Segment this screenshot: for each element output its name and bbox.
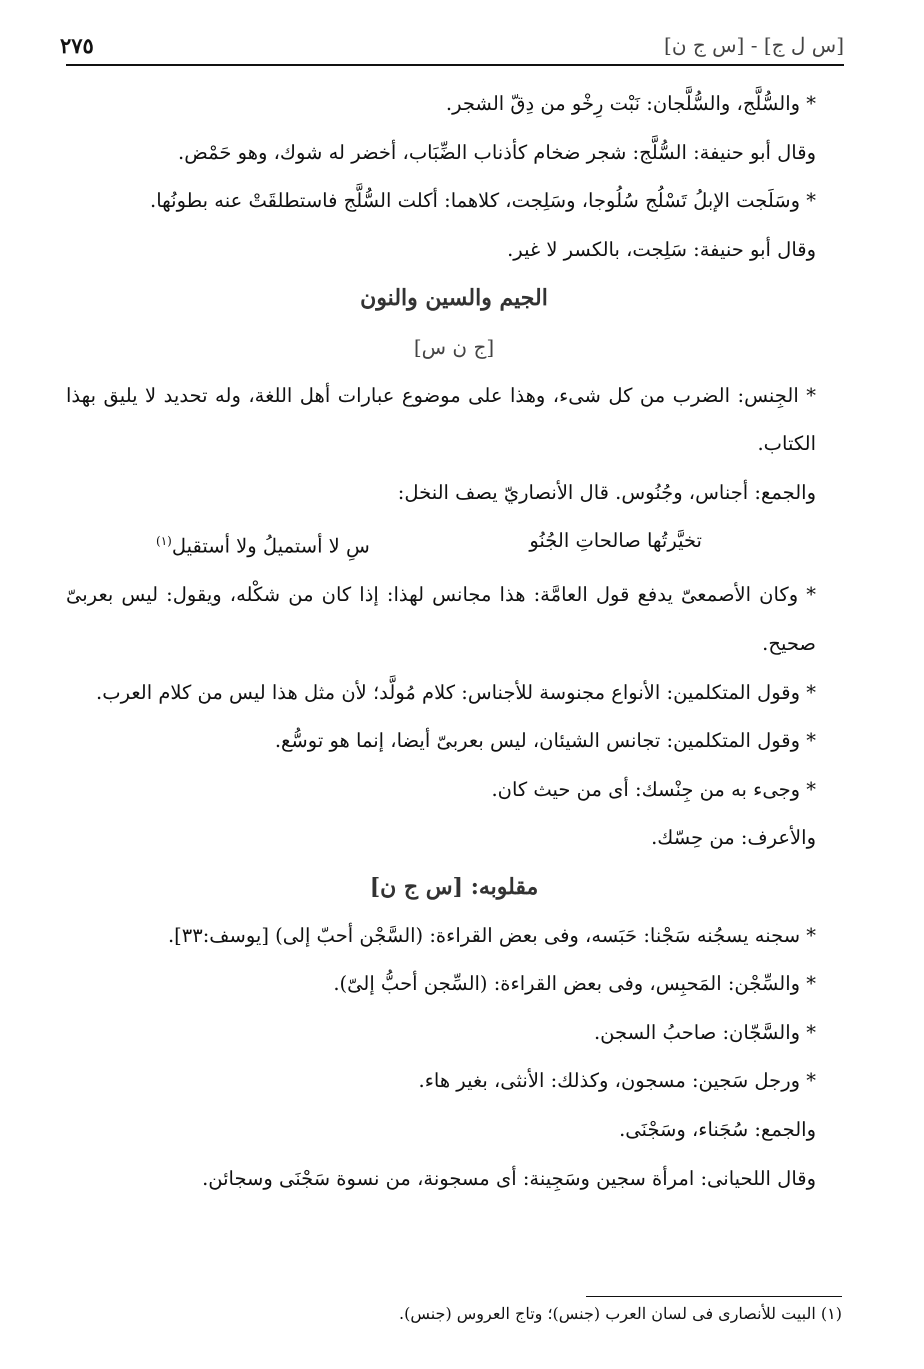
paragraph: * وقول المتكلمين: تجانس الشيئان، ليس بعربىّ أيضا، إنما هو توسُّع. [274,729,816,753]
verse-second-hemistich [156,517,370,571]
verse-first-hemistich: تخيَّرتُها صالحاتِ الجُنُو [529,529,702,553]
paragraph: * وقول المتكلمين: الأنواع مجنوسة للأجناس: كلام مُولَّد؛ لأن مثل هذا ليس من كلام العرب. [96,680,816,704]
paragraph: * الجِنس: الضرب من كل شىء، وهذا على موضوع عبارات أهل اللغة، وله تحديد لا يليق بهذا الكتاب. [66,383,816,456]
section-title: الجيم والسين والنون [360,285,548,312]
paragraph: * وسَلَجت الإبلُ تَسْلُج سُلُوجا، وسَلِجت، كلاهما: أكلت السُّلَّج فاستطلقَتْ عنه بطونُها. [150,189,816,213]
section-subtitle: [ج ن س] [413,334,495,359]
footnote-marker: (١) [156,534,172,549]
poetry-verse [66,517,842,571]
paragraph: * وجىء به من جِنْسك: أى من حيث كان. [491,777,816,801]
paragraph: والجمع: أجناس، وجُنُوس. قال الأنصاريّ يصف النخل: [397,480,816,504]
paragraph: * والسُّلَّج، والسُّلَّجان: نَبْت رِخْو من دِقّ الشجر. [445,92,816,115]
verse-text: سِ لا أستميلُ ولا أستقيل [171,534,370,558]
paragraph: وقال اللحيانى: امرأة سجين وسَجِينة: أى مسجونة، من نسوة سَجْنَى وسجائن. [202,1166,816,1190]
paragraph: * والسَّجّان: صاحبُ السجن. [593,1020,816,1044]
paragraph: وقال أبو حنيفة: السُّلَّج: شجر ضخام كأذناب الضِّبَاب، أخضر له شوك، وهو حَمْض. [178,140,816,164]
paragraph: * ورجل سَجين: مسجون، وكذلك: الأنثى، بغير هاء. [418,1069,816,1093]
main-text [66,80,842,1203]
page-number: ٢٧٥ [60,32,94,58]
footnote-rule [586,1296,842,1297]
section-title: مقلوبه: [س ج ن] [369,874,539,900]
paragraph: * وكان الأصمعىّ يدفع قول العامَّة: هذا مجانس لهذا: إذا كان من شكْله، ويقول: ليس بعربىّ صحيح. [66,583,816,656]
paragraph: والأعرف: من حِسّك. [651,826,816,850]
running-head: [س ل ج] - [س ج ن] [664,33,844,57]
paragraph: والجمع: سُجَناء، وسَجْنَى. [619,1117,816,1141]
paragraph: * سجنه يسجُنه سَجْنا: حَبَسه، وفى بعض القراءة: (السَّجْن أحبّ إلى) [يوسف:٣٣]. [167,923,816,947]
paragraph: وقال أبو حنيفة: سَلِجت، بالكسر لا غير. [507,237,816,261]
page-header [60,28,844,62]
header-rule [66,64,844,66]
footnote: (١) البيت للأنصارى فى لسان العرب (جنس)؛ وتاج العروس (جنس). [399,1304,842,1323]
paragraph: * والسِّجْن: المَحبِس، وفى بعض القراءة: (السِّجن أحبُّ إلىّ). [333,972,816,996]
